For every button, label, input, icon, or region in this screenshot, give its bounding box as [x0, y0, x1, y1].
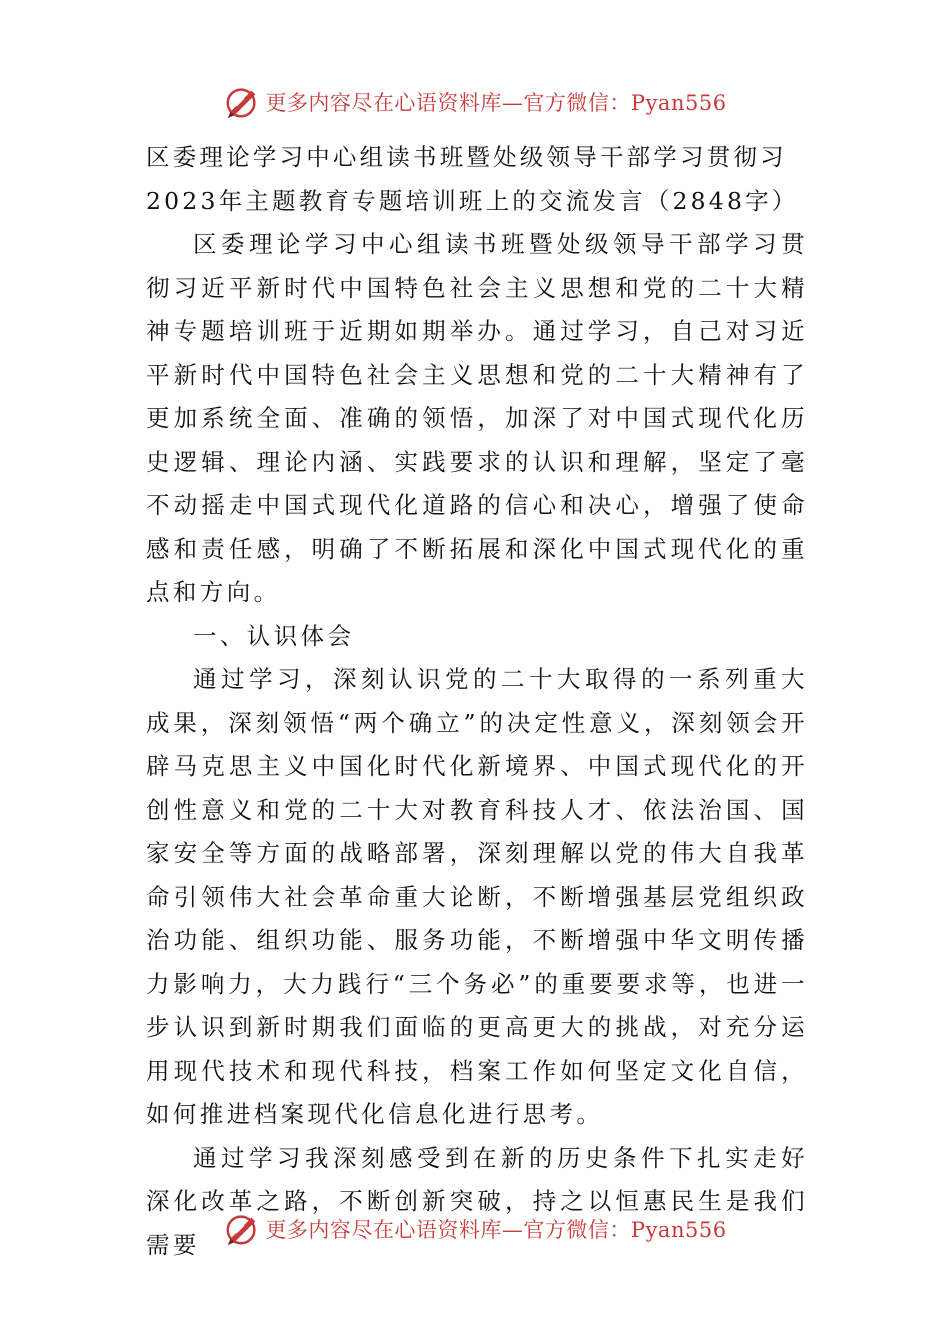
- document-title-line-1: 区委理论学习中心组读书班暨处级领导干部学习贯彻习: [146, 143, 787, 171]
- pen-logo-icon: [223, 83, 261, 121]
- document-body: [146, 136, 808, 1267]
- paragraph-body-1: 通过学习，深刻认识党的二十大取得的一系列重大成果，深刻领悟“两个确立”的决定性意义，深刻领会开辟马克思主义中国化时代化新境界、中国式现代化的开创性意义和党的二十大对教育科技人才、依法治国、国家安全等方面的战略部署，深刻理解以党的伟大自我革命引领伟大社会革命重大论断，不断增强基层党组织政治功能、组织功能、服务功能，不断增强中华文明传播力影响力，大力践行“三个务必”的重要要求等，也进一步认识到新时期我们面临的更高更大的挑战，对充分运用现代技术和现代科技，档案工作如何坚定文化自信，如何推进档案现代化信息化进行思考。: [146, 665, 808, 1128]
- footer-watermark-banner: [0, 1209, 950, 1249]
- banner-text: 更多内容尽在心语资料库—官方微信：Pyan556: [265, 91, 727, 115]
- header-watermark-banner: [0, 82, 950, 122]
- paragraph-intro: 区委理论学习中心组读书班暨处级领导干部学习贯彻习近平新时代中国特色社会主义思想和党的二十大精神专题培训班于近期如期举办。通过学习，自己对习近平新时代中国特色社会主义思想和党的二十大精神有了更加系统全面、准确的领悟，加深了对中国式现代化历史逻辑、理论内涵、实践要求的认识和理解，坚定了毫不动摇走中国式现代化道路的信心和决心，增强了使命感和责任感，明确了不断拓展和深化中国式现代化的重点和方向。: [146, 230, 808, 606]
- document-title-line-2: 2023年主题教育专题培训班上的交流发言（2848字）: [146, 186, 799, 215]
- pen-logo-icon: [223, 1210, 261, 1248]
- banner-text: 更多内容尽在心语资料库—官方微信：Pyan556: [265, 1218, 727, 1242]
- paragraph-body-2: 通过学习我深刻感受到在新的历史条件下扎实走好深化改革之路，不断创新突破，持之以恒惠民生是我们需要: [146, 1143, 808, 1259]
- section-heading: 一、认识体会: [193, 621, 355, 650]
